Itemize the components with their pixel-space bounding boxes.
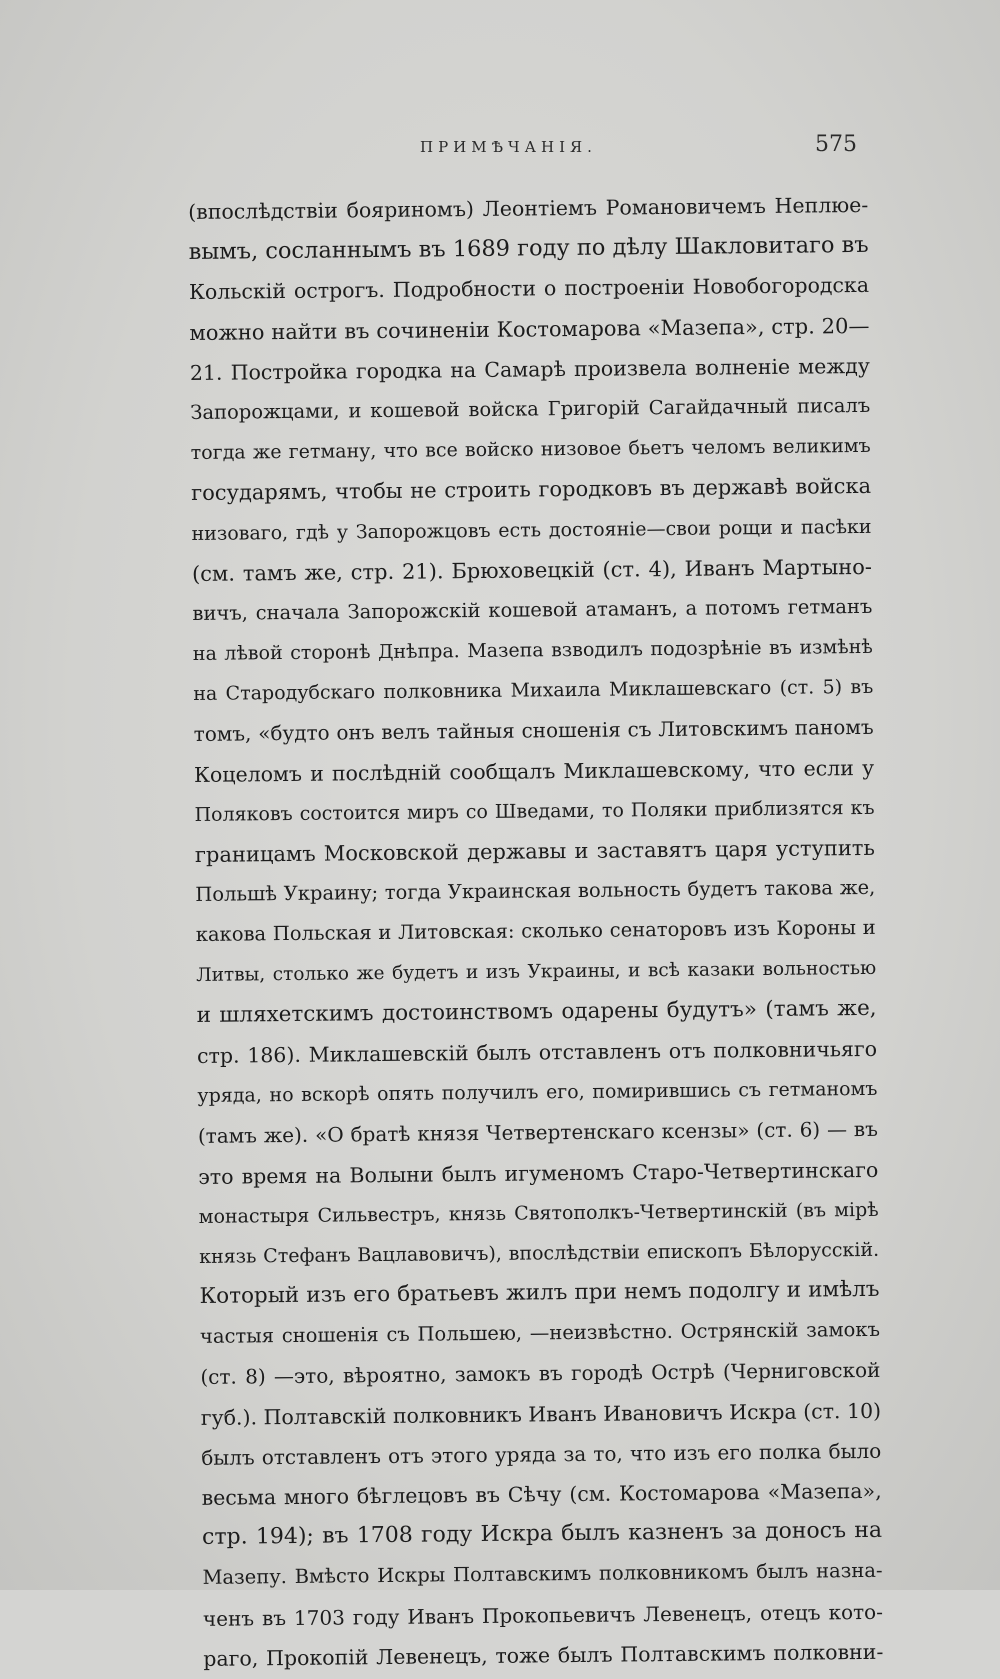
body-text: [188, 185, 884, 1679]
text-line: частыя сношенія съ Польшею, —неизвѣстно. Острянскій замокъ: [199, 1318, 881, 1349]
text-line: стр. 186). Миклашевскій былъ отставленъ отъ полковничьяго: [196, 1036, 878, 1068]
text-line: Поляковъ состоится миръ со Шведами, то Поляки приблизятся къ: [194, 796, 875, 826]
text-line: Коцеломъ и послѣдній сообщалъ Миклашевскому, что если у: [193, 755, 875, 787]
text-line: раго, Прокопій Левенецъ, тоже былъ Полтавскимъ полковни-: [203, 1639, 884, 1671]
text-line: (тамъ же). «О братѣ князя Четвертенскаго ксензы» (ст. 6) — въ: [197, 1117, 878, 1149]
text-line: уряда, но вскорѣ опять получилъ его, помирившись съ гетманомъ: [197, 1077, 878, 1108]
text-line: Мазепу. Вмѣсто Искры Полтавскимъ полковникомъ былъ назна-: [202, 1559, 883, 1590]
text-line: тогда же гетману, что все войско низовое бьетъ челомъ великимъ: [190, 434, 871, 465]
text-line: низоваго, гдѣ у Запорожцовъ есть достояніе—свои рощи и пасѣки: [191, 515, 872, 545]
text-line: можно найти въ сочиненіи Костомарова «Мазепа», стр. 20—: [189, 313, 870, 345]
text-line: на Стародубскаго полковника Михаила Миклашевскаго (ст. 5) въ: [193, 676, 874, 706]
text-line: (ст. 8) —это, вѣроятно, замокъ въ городѣ Острѣ (Черниговской: [200, 1358, 881, 1390]
text-line: ченъ въ 1703 году Иванъ Прокопьевичъ Левенецъ, отецъ кото-: [202, 1599, 884, 1631]
text-line: 21. Постройка городка на Самарѣ произвела волненіе между: [189, 353, 870, 385]
text-line: князь Стефанъ Вацлавовичъ), впослѣдствіи епископъ Бѣлорусскій.: [199, 1238, 880, 1268]
text-line: стр. 194); въ 1708 году Искра былъ казненъ за доносъ на: [201, 1517, 883, 1551]
text-line: томъ, «будто онъ велъ тайныя сношенія съ Литовскимъ паномъ: [193, 715, 874, 747]
text-line: Литвы, столько же будетъ и изъ Украины, и всѣ казаки вольностью: [196, 957, 877, 986]
text-line: Кольскій острогъ. Подробности о построеніи Новобогородска: [188, 273, 870, 305]
page-number: 575: [815, 132, 857, 157]
text-line: монастыря Сильвестръ, князь Святополкъ-Четвертинскій (въ мірѣ: [198, 1198, 879, 1228]
text-line: и шляхетскимъ достоинствомъ одарены будутъ» (тамъ же,: [196, 995, 877, 1028]
text-line: Который изъ его братьевъ жилъ при немъ подолгу и имѣлъ: [199, 1276, 880, 1310]
text-line: границамъ Московской державы и заставятъ царя уступить: [194, 835, 876, 867]
text-line: (см. тамъ же, стр. 21). Брюховецкій (ст. 4), Иванъ Мартыно-: [191, 554, 873, 586]
text-line: какова Польская и Литовская: сколько сенаторовъ изъ Короны и: [195, 916, 876, 947]
text-line: это время на Волыни былъ игуменомъ Старо-Четвертинскаго: [198, 1157, 879, 1189]
text-line: вымъ, сосланнымъ въ 1689 году по дѣлу Шакловитаго въ: [188, 232, 869, 266]
running-head: ПРИМѢЧАНІЯ.: [420, 138, 597, 156]
text-line: Польшѣ Украину; тогда Украинская вольность будетъ такова же,: [195, 876, 876, 907]
text-line: государямъ, чтобы не строить городковъ въ державѣ войска: [191, 474, 872, 506]
text-line: вичъ, сначала Запорожскій кошевой атаманъ, а потомъ гетманъ: [192, 594, 873, 625]
text-line: на лѣвой сторонѣ Днѣпра. Мазепа взводилъ подозрѣніе въ измѣнѣ: [192, 635, 873, 666]
text-line: губ.). Полтавскій полковникъ Иванъ Ивановичъ Искра (ст. 10): [200, 1398, 882, 1430]
text-line: весьма много бѣглецовъ въ Сѣчу (см. Костомарова «Мазепа»,: [201, 1478, 882, 1510]
text-line: былъ отставленъ отъ этого уряда за то, что изъ его полка было: [201, 1438, 882, 1470]
text-line: (впослѣдствіи бояриномъ) Леонтіемъ Романовичемъ Неплюе-: [188, 192, 869, 224]
text-line: Запорожцами, и кошевой войска Григорій Сагайдачный писалъ: [190, 393, 871, 424]
